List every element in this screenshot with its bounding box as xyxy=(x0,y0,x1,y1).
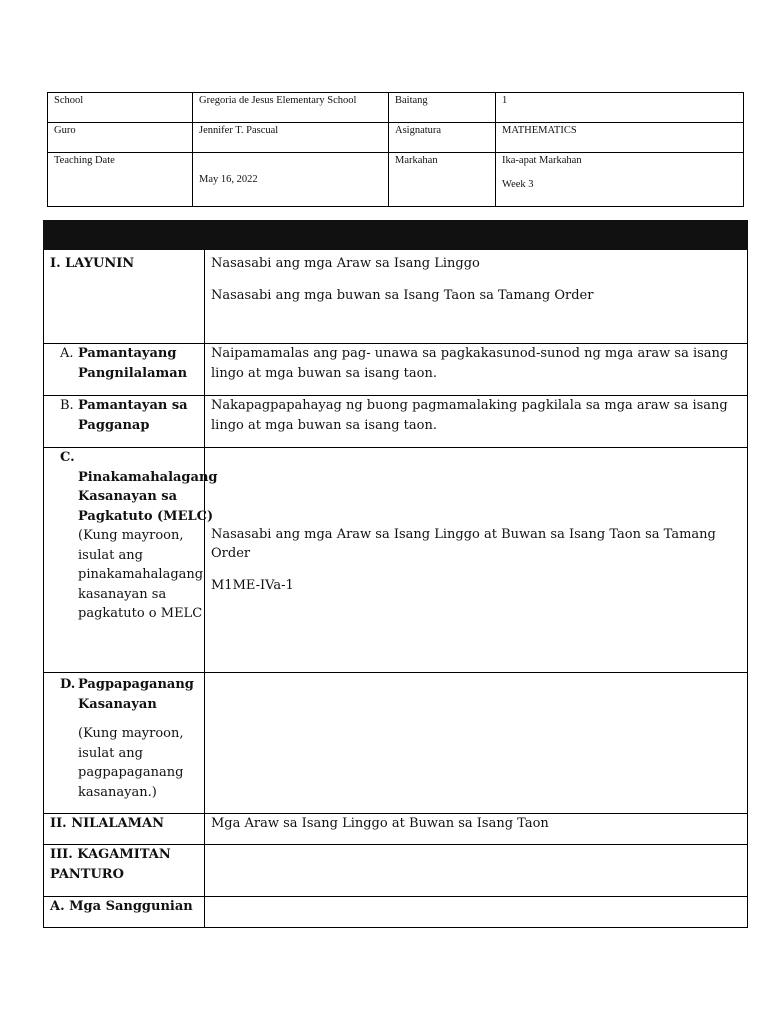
row-kagamitan-panturo xyxy=(44,845,748,897)
kagamitan-content xyxy=(205,845,748,897)
baitang-value: 1 xyxy=(496,93,744,123)
c-letter: C. xyxy=(60,450,75,465)
markahan-label: Markahan xyxy=(389,153,496,207)
layunin-line-1: Nasasabi ang mga Araw sa Isang Linggo xyxy=(211,256,480,271)
markahan-value: Ika-apat Markahan xyxy=(502,155,582,166)
asignatura-label: Asignatura xyxy=(389,123,496,153)
guro-label: Guro xyxy=(48,123,193,153)
b-letter: B. xyxy=(60,398,74,413)
table-header-bar xyxy=(44,221,748,250)
c-label-note: (Kung mayroon, isulat ang pinakamahalagang kasanayan sa pagkatuto o MELC xyxy=(78,528,204,621)
baitang-label: Baitang xyxy=(389,93,496,123)
layunin-content xyxy=(205,250,748,344)
nilalaman-label: II. NILALAMAN xyxy=(44,814,205,845)
row-nilalaman xyxy=(44,814,748,845)
a-label-cell xyxy=(44,344,205,396)
asignatura-value: MATHEMATICS xyxy=(496,123,744,153)
row-sanggunian xyxy=(44,897,748,928)
a-label: Pamantayang Pangnilalaman xyxy=(78,346,188,381)
d-label: Pagpapaganang Kasanayan xyxy=(78,677,194,712)
row-pamantayang-pangnilalaman xyxy=(44,344,748,396)
c-label-bold: Pinakamahalagang Kasanayan sa Pagkatuto (MELC) xyxy=(78,469,218,524)
c-label-cell xyxy=(44,448,218,673)
layunin-label: I. LAYUNIN xyxy=(44,250,205,344)
kagamitan-label: III. KAGAMITAN PANTURO xyxy=(44,845,205,897)
b-label-cell xyxy=(44,396,205,448)
a-letter: A. xyxy=(60,346,74,361)
d-note: (Kung mayroon, isulat ang pagpapaganang kasanayan.) xyxy=(78,726,184,800)
date-label: Teaching Date xyxy=(48,153,193,207)
sanggunian-content xyxy=(205,897,748,928)
markahan-cell xyxy=(496,153,744,207)
row-layunin xyxy=(44,250,748,344)
school-label: School xyxy=(48,93,193,123)
d-content xyxy=(205,673,748,814)
date-value: May 16, 2022 xyxy=(193,153,389,207)
lesson-plan-table xyxy=(43,220,748,928)
d-letter: D. xyxy=(60,677,76,692)
row-pagpapaganang-kasanayan xyxy=(44,673,748,814)
c-text-2: M1ME-IVa-1 xyxy=(211,577,294,593)
d-label-cell xyxy=(44,673,205,814)
layunin-line-2: Nasasabi ang mga buwan sa Isang Taon sa Tamang Order xyxy=(211,287,594,303)
row-pamantayan-sa-pagganap xyxy=(44,396,748,448)
nilalaman-text: Mga Araw sa Isang Linggo at Buwan sa Isang Taon xyxy=(205,814,748,845)
header-info-table xyxy=(47,92,744,207)
c-content xyxy=(205,448,748,673)
week-value: Week 3 xyxy=(502,179,534,190)
sanggunian-label: A. Mga Sanggunian xyxy=(44,897,205,928)
b-label: Pamantayan sa Pagganap xyxy=(78,398,188,433)
a-text: Naipamamalas ang pag- unawa sa pagkakasunod-sunod ng mga araw sa isang lingo at mga buwan sa isang taon. xyxy=(205,344,748,396)
c-text-1: Nasasabi ang mga Araw sa Isang Linggo at Buwan sa Isang Taon sa Tamang Order xyxy=(211,526,716,562)
school-value: Gregoria de Jesus Elementary School xyxy=(193,93,389,123)
guro-value: Jennifer T. Pascual xyxy=(193,123,389,153)
b-text: Nakapagpapahayag ng buong pagmamalaking pagkilala sa mga araw sa isang lingo at mga buwan sa isang taon. xyxy=(205,396,748,448)
row-melc xyxy=(44,448,748,673)
